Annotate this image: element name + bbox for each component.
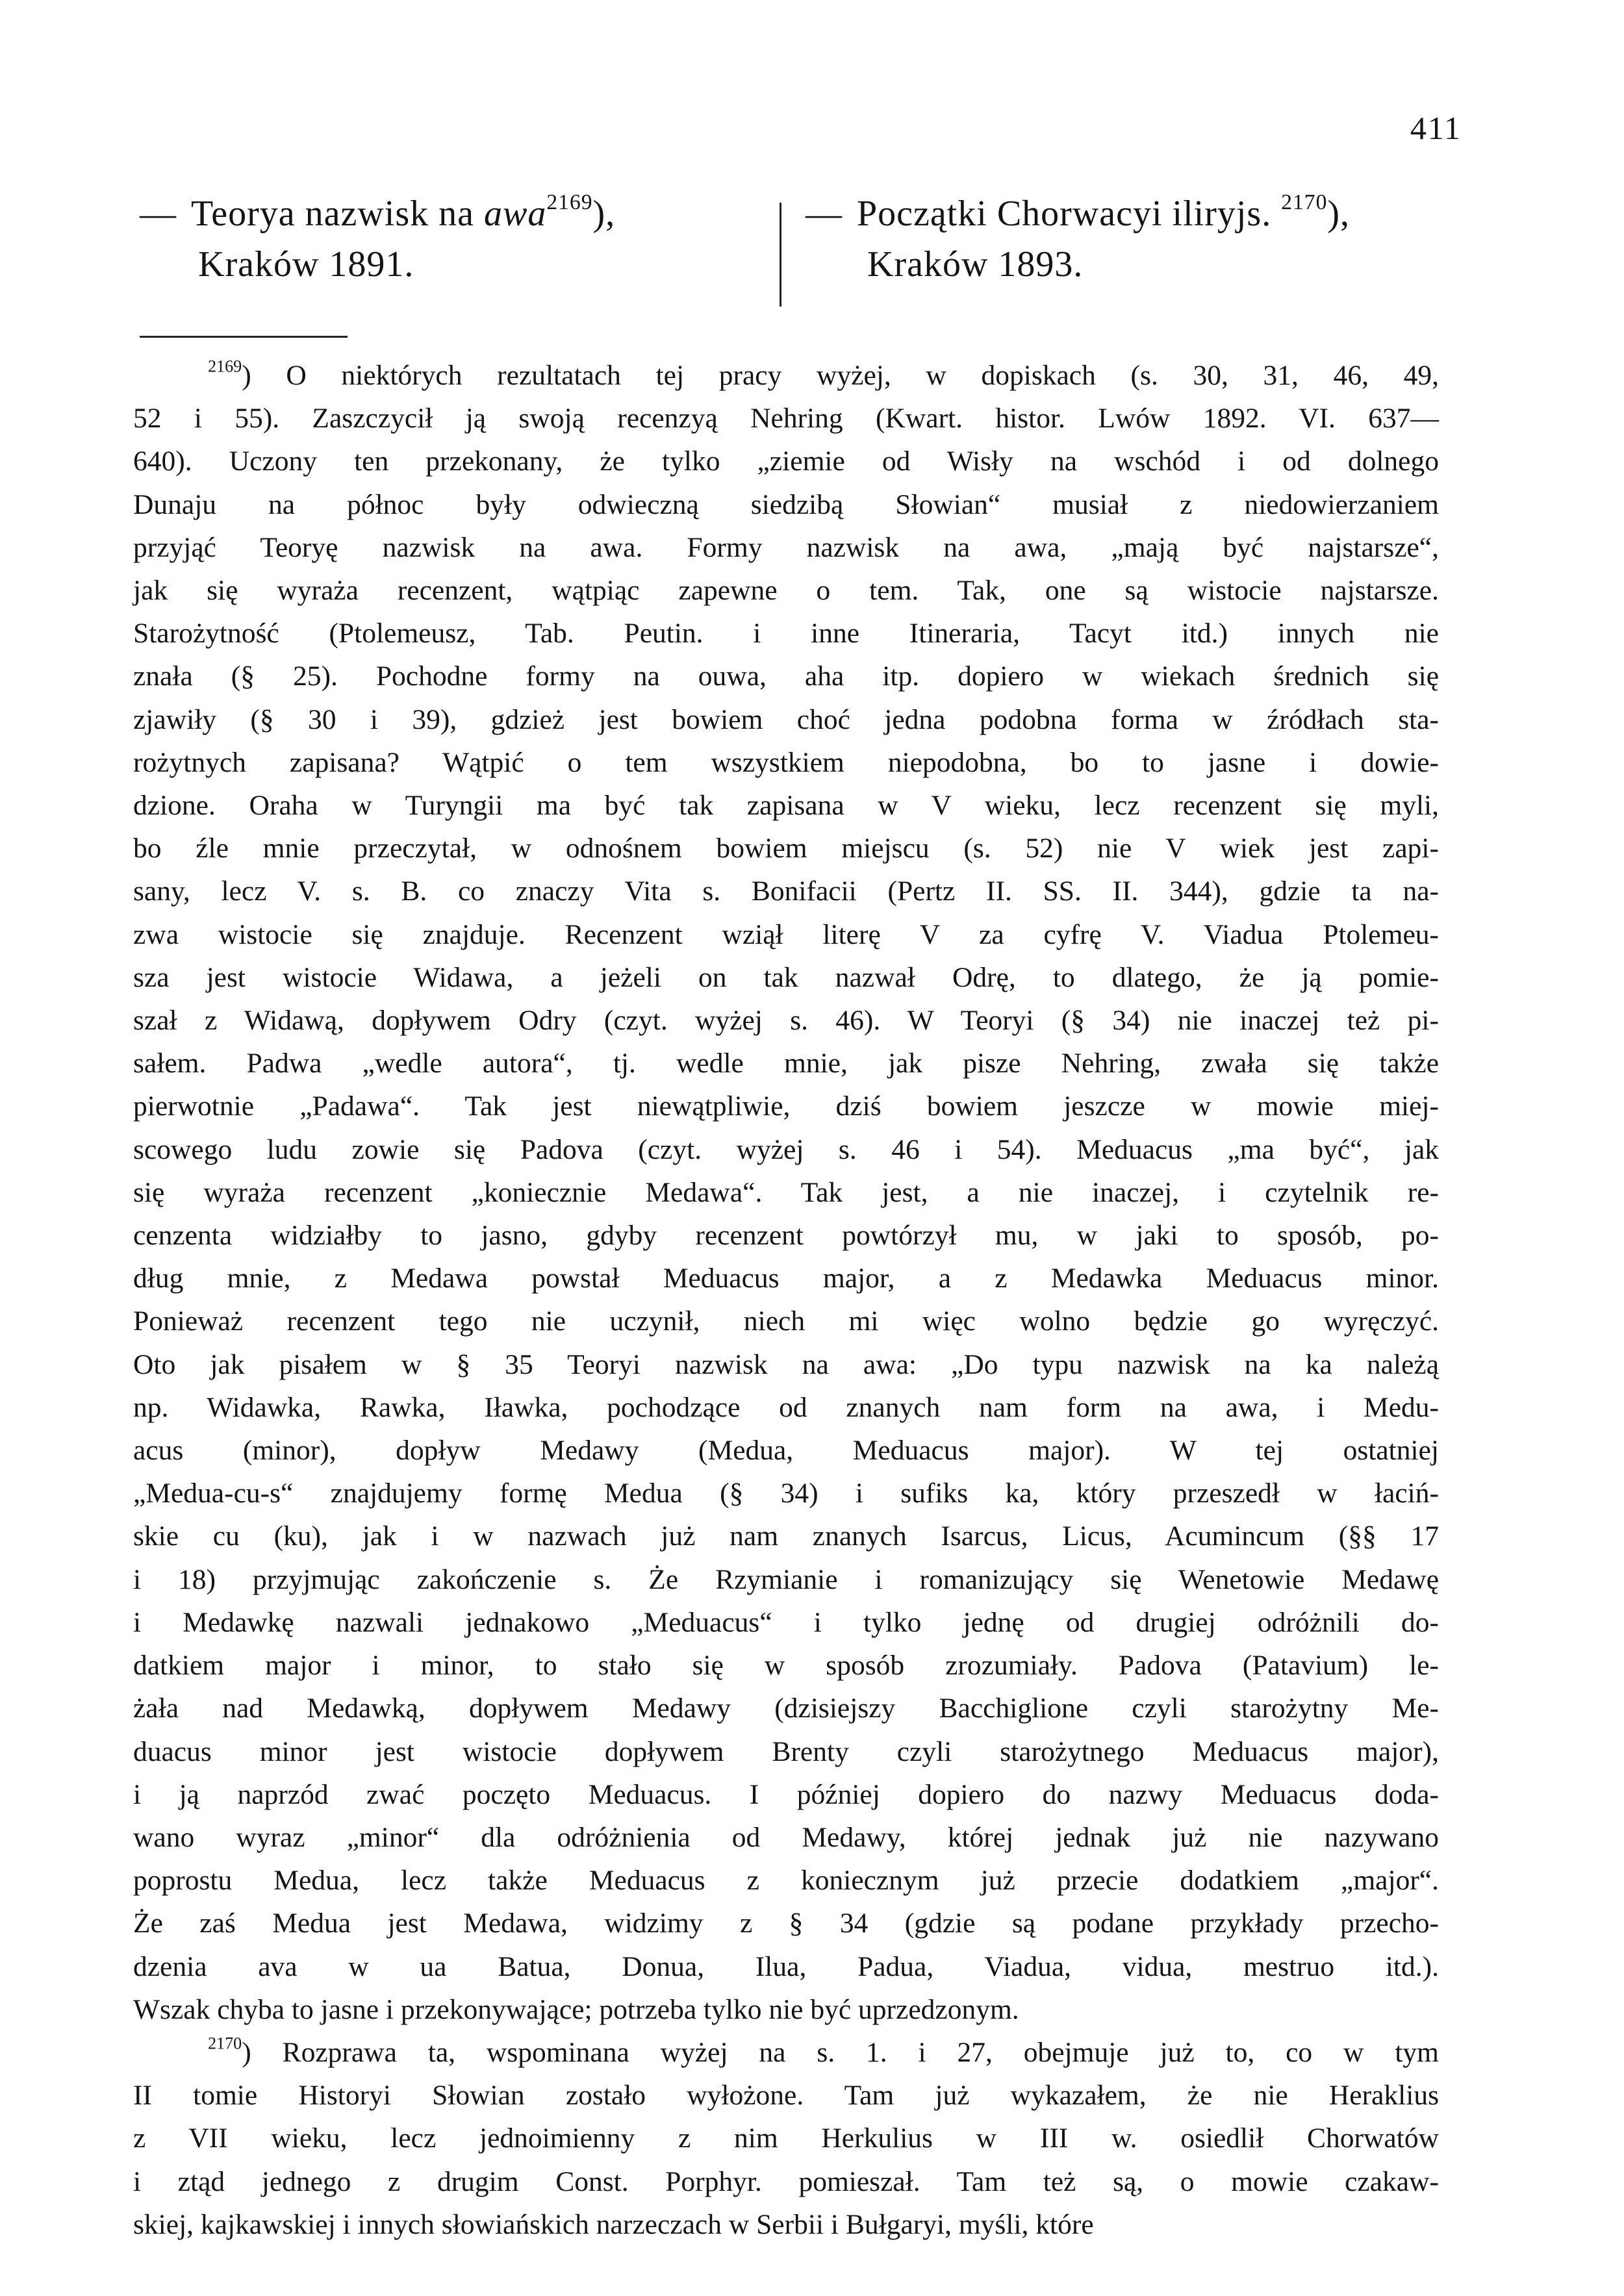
footnote-line: skiej, kajkawskiej i innych słowiańskich narzeczach w Serbii i Bułgaryi, myśli, które (133, 2208, 1094, 2240)
footnote-line: i 18) przyjmując zakończenie s. Że Rzymianie i romanizujący się Wenetowie Medawę (133, 1563, 1439, 1595)
footnote-line: Wszak chyba to jasne i przekonywające; potrzeba tylko nie być uprzedzonym. (133, 1993, 1019, 2025)
footnote-line: szał z Widawą, dopływem Odry (czyt. wyżej s. 46). W Teoryi (§ 34) nie inaczej też pi- (133, 1005, 1439, 1037)
footnotes (133, 354, 1439, 2246)
entry-title-end: ), (592, 194, 616, 234)
footnote-line: bo źle mnie przeczytał, w odnośnem bowiem miejscu (s. 52) nie V wiek jest zapi- (133, 833, 1439, 864)
footnote-line: i Medawkę nazwali jednakowo „Meduacus“ i tylko jednę od drugiej odróżnili do- (133, 1606, 1439, 1638)
footnote-line: dług mnie, z Medawa powstał Meduacus major, a z Medawka Meduacus minor. (133, 1263, 1439, 1294)
bibliography-entry-left (140, 188, 763, 290)
footnote-line: Że zaś Medua jest Medawa, widzimy z § 34 (gdzie są podane przykłady przecho- (133, 1908, 1439, 1939)
entry-place-year: Kraków 1891. (198, 244, 414, 284)
footnote-line: Oto jak pisałem w § 35 Teoryi nazwisk na awa: „Do typu nazwisk na ka należą (133, 1348, 1439, 1380)
entry-title: Teorya nazwisk na (191, 194, 485, 234)
footnote-line: z VII wieku, lecz jednoimienny z nim Herkulius w III w. osiedlił Chorwatów (133, 2123, 1439, 2154)
footnote-line: $^{2169}$) O niektórych rezultatach tej pracy wyżej, w dopiskach (s. 30, 31, 46, 49, (208, 357, 1439, 391)
footnote-line: Ponieważ recenzent tego nie uczynił, niech mi więc wolno będzie go wyręczyć. (133, 1306, 1439, 1337)
footnote-line: dzenia ava w ua Batua, Donua, Ilua, Padua, Viadua, vidua, mestruo itd.). (133, 1950, 1439, 1982)
footnote-line: żała nad Medawką, dopływem Medawy (dzisiejszy Bacchiglione czyli starożytny Me- (133, 1693, 1439, 1724)
footnote-line: jak się wyraża recenzent, wątpiąc zapewne o tem. Tak, one są wistocie najstarsze. (133, 575, 1439, 607)
footnote-line: $^{2170}$) Rozprawa ta, wspominana wyżej na s. 1. i 27, obejmuje już to, co w tym (208, 2034, 1439, 2068)
page-number: 411 (1410, 110, 1462, 146)
footnote-line: Dunaju na północ były odwieczną siedzibą Słowian“ musiał z niedowierzaniem (133, 488, 1439, 520)
footnote-line: poprostu Medua, lecz także Meduacus z koniecznym już przecie dodatkiem „major“. (133, 1865, 1439, 1897)
footnote-rule (140, 336, 348, 338)
footnote-line: wano wyraz „minor“ dla odróżnienia od Medawy, której jednak już nie nazywano (133, 1821, 1439, 1853)
footnote-line: i ztąd jednego z drugim Const. Porphyr. pomieszał. Tam też są, o mowie czakaw- (133, 2165, 1439, 2197)
footnote-marker: 2170 (208, 2034, 242, 2053)
footnote-line: 52 i 55). Zaszczycił ją swoją recenzyą Nehring (Kwart. histor. Lwów 1892. VI. 637— (133, 403, 1439, 435)
footnote-line: sałem. Padwa „wedle autora“, tj. wedle mnie, jak pisze Nehring, zwała się także (133, 1048, 1439, 1079)
footnote-line: scowego ludu zowie się Padova (czyt. wyżej s. 46 i 54). Meduacus „ma być“, jak (133, 1133, 1439, 1165)
footnote-line: zwa wistocie się znajduje. Recenzent wziął literę V za cyfrę V. Viadua Ptolemeu- (133, 918, 1439, 950)
footnote-line: się wyraża recenzent „koniecznie Medawa“. Tak jest, a nie inaczej, i czytelnik re- (133, 1176, 1439, 1208)
footnote-line: 640). Uczony ten przekonany, że tylko „ziemie od Wisły na wschód i od dolnego (133, 446, 1439, 477)
footnote-line: sany, lecz V. s. B. co znaczy Vita s. Bonifacii (Pertz II. SS. II. 344), gdzie ta na- (133, 876, 1439, 907)
footnote-line: pierwotnie „Padawa“. Tak jest niewątpliwie, dziś bowiem jeszcze w mowie miej- (133, 1091, 1439, 1122)
footnote-line: sza jest wistocie Widawa, a jeżeli on tak nazwał Odrę, to dlatego, że ją pomie- (133, 961, 1439, 993)
footnote-line: przyjąć Teoryę nazwisk na awa. Formy nazwisk na awa, „mają być najstarsze“, (133, 531, 1439, 563)
entry-title-italic: awa (484, 194, 547, 234)
footnote-2169 (133, 354, 1439, 2031)
footnote-line: zjawiły (§ 30 i 39), gdzież jest bowiem choć jedna podobna forma w źródłach sta- (133, 703, 1439, 735)
footnote-line: dzione. Oraha w Turyngii ma być tak zapisana w V wieku, lecz recenzent się myli, (133, 790, 1439, 822)
footnote-line: cenzenta widziałby to jasno, gdyby recenzent powtórzył mu, w jaki to sposób, po- (133, 1220, 1439, 1252)
footnote-line: rożytnych zapisana? Wątpić o tem wszystkiem niepodobna, bo to jasne i dowie- (133, 746, 1439, 778)
entry-dash: — (806, 194, 843, 234)
entry-title: Początki Chorwacyi iliryjs. (857, 194, 1282, 234)
footnote-line: acus (minor), dopływ Medawy (Medua, Meduacus major). W tej ostatniej (133, 1435, 1439, 1467)
footnote-line: Starożytność (Ptolemeusz, Tab. Peutin. i inne Itineraria, Tacyt itd.) innych nie (133, 618, 1439, 650)
entry-place-year: Kraków 1893. (867, 244, 1084, 284)
footnote-line: np. Widawka, Rawka, Iławka, pochodzące od znanych nam form na awa, i Medu- (133, 1391, 1439, 1423)
column-divider (780, 203, 781, 307)
footnote-line: i ją naprzód zwać poczęto Meduacus. I później dopiero do nazwy Meduacus doda- (133, 1778, 1439, 1810)
bibliography-entry-right (806, 188, 1488, 290)
footnote-line: duacus minor jest wistocie dopływem Brenty czyli starożytnego Meduacus major), (133, 1735, 1439, 1767)
footnote-line: II tomie Historyi Słowian zostało wyłożone. Tam już wykazałem, że nie Heraklius (133, 2080, 1439, 2112)
footnote-line: datkiem major i minor, to stało się w sposób zrozumiały. Padova (Patavium) le- (133, 1650, 1439, 1682)
footnote-line: „Medua-cu-s“ znajdujemy formę Medua (§ 34) i sufiks ka, który przeszedł w łaciń- (133, 1478, 1439, 1509)
footnote-marker: 2169 (208, 357, 242, 376)
footnote-2170 (133, 2031, 1439, 2246)
entry-dash: — (140, 194, 177, 234)
footnote-line: znała (§ 25). Pochodne formy na ouwa, aha itp. dopiero w wiekach średnich się (133, 661, 1439, 692)
footnote-ref: 2169 (546, 190, 593, 214)
entry-title-end: ), (1327, 194, 1351, 234)
footnote-line: skie cu (ku), jak i w nazwach już nam znanych Isarcus, Licus, Acumincum (§§ 17 (133, 1520, 1439, 1552)
footnote-ref: 2170 (1281, 190, 1328, 214)
